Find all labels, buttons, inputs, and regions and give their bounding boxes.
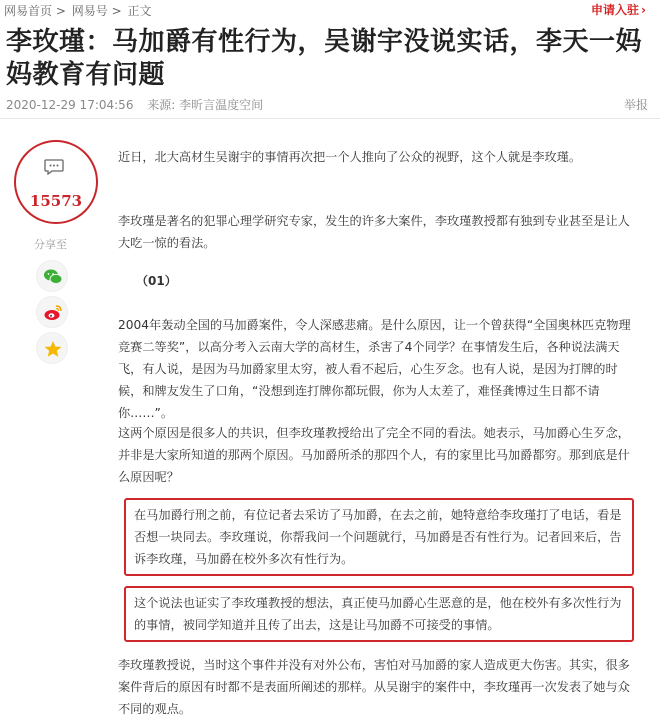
- article-meta: [6, 96, 263, 113]
- paragraph-conclusion: 李玫瑾教授说，当时这个事件并没有对外公布，害怕对马加爵的家人造成更大伤害。其实，很多案件背后的原因有时都不是表面所阐述的那样。从吴谢宇的案件中，李玫瑾再一次发表了她与众不同的观点。: [118, 658, 630, 716]
- share-qzone-button[interactable]: [36, 332, 68, 364]
- highlight-text-confirmation: 这个说法也证实了李玫瑾教授的想法，真正使马加爵心生恶意的是，他在校外有多次性行为的事情，被同学知道并且传了出去，这是让马加爵不可接受的事情。: [134, 596, 622, 632]
- share-weibo-button[interactable]: [36, 296, 68, 328]
- breadcrumb-separator: >: [111, 4, 122, 18]
- comment-bubble-icon: [44, 159, 64, 175]
- highlight-text-interview: 在马加爵行刑之前，有位记者去采访了马加爵，在去之前，她特意给李玫瑾打了电话，看是否想一块同去。李玫瑾说，你帮我问一个问题就行，马加爵是否有性行为。记者回来后，告诉李玫瑾，马加爵在校外多次有性行为。: [134, 508, 622, 566]
- weibo-icon: [43, 304, 63, 322]
- breadcrumb-home-link[interactable]: 网易首页: [4, 4, 53, 18]
- paragraph-case: 2004年轰动全国的马加爵案件，令人深感悲痛。是什么原因，让一个曾获得“全国奥林匹克物理竞赛二等奖”，以高分考入云南大学的高材生，杀害了4个同学？在事情发生后，各种说法满天飞，有人说，是因为马加爵家里太穷，被人看不起后，心生歹念。也有人说，是因为打牌的时候，和牌友发生了口角，“没想到连打牌你都玩假，你为人太差了，难怪龚博过生日都不请你……”。: [118, 318, 631, 420]
- header-divider: [0, 118, 660, 119]
- article-source[interactable]: 来源: 李昕言温度空间: [147, 98, 264, 112]
- apply-join-link[interactable]: [591, 1, 646, 18]
- qzone-star-icon: [43, 340, 63, 358]
- paragraph-reasons: 这两个原因是很多人的共识，但李玫瑾教授给出了完全不同的看法。她表示，马加爵心生歹念，并非是大家所知道的那两个原因。马加爵所杀的那四个人，有的家里比马加爵都穷。那到底是什么原因呢？: [118, 426, 630, 484]
- breadcrumb: [4, 2, 153, 19]
- comment-count: 15573: [29, 192, 83, 210]
- paragraph-intro: 近日，北大高材生吴谢宇的事情再次把一个人推向了公众的视野，这个人就是李玫瑾。: [118, 150, 582, 164]
- breadcrumb-current: 正文: [127, 4, 152, 18]
- breadcrumb-separator: >: [55, 4, 66, 18]
- wechat-icon: [43, 268, 63, 286]
- publish-datetime: 2020-12-29 17:04:56: [6, 98, 134, 112]
- highlight-box-interview: [124, 498, 634, 576]
- top-bar: [0, 0, 660, 20]
- breadcrumb-netease-hao-link[interactable]: 网易号: [71, 4, 108, 18]
- chevron-right-icon: ›: [641, 3, 646, 17]
- share-label: 分享至: [34, 238, 67, 251]
- comment-button[interactable]: [14, 140, 98, 224]
- highlight-box-confirmation: [124, 586, 634, 642]
- section-heading-01: （01）: [136, 274, 177, 288]
- apply-join-label: 申请入驻: [591, 3, 640, 17]
- comment-highlight-circle: [14, 140, 98, 224]
- paragraph-background: 李玫瑾是著名的犯罪心理学研究专家，发生的许多大案件，李玫瑾教授都有独到专业甚至是让人大吃一惊的看法。: [118, 214, 630, 250]
- article-title: 李玫瑾：马加爵有性行为，吴谢宇没说实话，李天一妈妈教育有问题: [6, 27, 643, 90]
- share-wechat-button[interactable]: [36, 260, 68, 292]
- report-link[interactable]: 举报: [623, 98, 648, 112]
